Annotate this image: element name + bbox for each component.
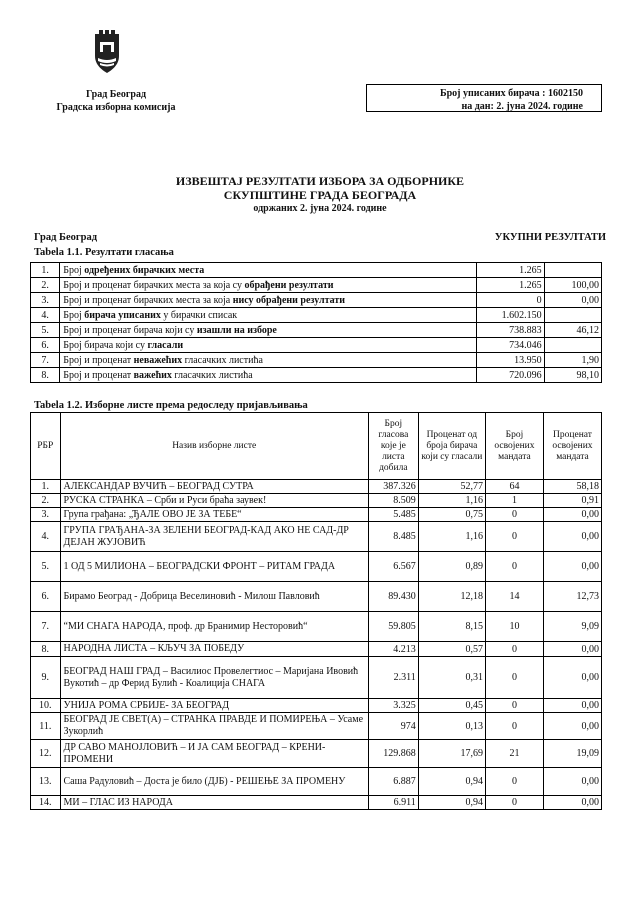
list-number: 13. [31, 768, 61, 796]
list-mandates-percent: 0,91 [543, 494, 601, 508]
list-vote-percent: 17,69 [418, 740, 485, 768]
list-vote-percent: 0,57 [418, 642, 485, 657]
table-row [31, 480, 602, 494]
list-votes: 974 [368, 713, 418, 740]
table-row [31, 582, 602, 612]
row-description [60, 338, 477, 353]
table-row [31, 768, 602, 796]
row-number: 5. [31, 323, 60, 338]
description-text: Број [63, 309, 85, 321]
header-rbr: РБР [31, 413, 61, 480]
table-row [31, 338, 602, 353]
list-vote-percent: 0,94 [418, 796, 485, 810]
list-votes: 59.805 [368, 612, 418, 642]
list-name: 1 ОД 5 МИЛИОНА – БЕОГРАДСКИ ФРОНТ – РИТАМ ГРАДА [60, 552, 368, 582]
list-number: 11. [31, 713, 61, 740]
list-mandates-percent: 58,18 [543, 480, 601, 494]
row-count: 1.265 [477, 278, 544, 293]
report-title [0, 174, 640, 216]
list-number: 12. [31, 740, 61, 768]
row-description [60, 323, 477, 338]
description-text: Број и проценат [63, 369, 134, 381]
list-mandates-percent: 0,00 [543, 552, 601, 582]
row-description [60, 353, 477, 368]
table-row [31, 699, 602, 713]
description-text-end: гласачких листића [182, 354, 263, 366]
list-name: УНИЈА РОМА СРБИЈЕ- ЗА БЕОГРАД [60, 699, 368, 713]
list-mandates-percent: 0,00 [543, 713, 601, 740]
list-mandates: 0 [485, 768, 543, 796]
description-bold-text: бирача уписаних [84, 309, 161, 321]
list-vote-percent: 0,31 [418, 657, 485, 699]
table-row [31, 740, 602, 768]
list-number: 5. [31, 552, 61, 582]
row-percent: 0,00 [544, 293, 601, 308]
list-number: 1. [31, 480, 61, 494]
list-name: АЛЕКСАНДАР ВУЧИЋ – БЕОГРАД СУТРА [60, 480, 368, 494]
list-mandates: 10 [485, 612, 543, 642]
list-mandates: 0 [485, 642, 543, 657]
voting-results-table [30, 262, 602, 383]
list-name: НАРОДНА ЛИСТА – КЉУЧ ЗА ПОБЕДУ [60, 642, 368, 657]
list-vote-percent: 0,75 [418, 508, 485, 522]
row-number: 1. [31, 263, 60, 278]
list-votes: 8.509 [368, 494, 418, 508]
row-count: 1.265 [477, 263, 544, 278]
list-votes: 4.213 [368, 642, 418, 657]
list-votes: 3.325 [368, 699, 418, 713]
title-line-2: СКУПШТИНЕ ГРАДА БЕОГРАДА [223, 188, 417, 202]
list-votes: 2.311 [368, 657, 418, 699]
description-bold-text: одређених бирачких места [84, 264, 205, 276]
list-name: Бирамо Београд - Добрица Веселиновић - Милош Павловић [60, 582, 368, 612]
place-label: Град Београд [34, 232, 98, 243]
list-name: ДР САВО МАНОЈЛОВИЋ – И ЈА САМ БЕОГРАД – КРЕНИ-ПРОМЕНИ [60, 740, 368, 768]
row-number: 6. [31, 338, 60, 353]
list-number: 7. [31, 612, 61, 642]
row-description [60, 368, 477, 383]
coat-of-arms-icon [90, 30, 124, 74]
table-row [31, 353, 602, 368]
description-text: Број бирача који су [63, 339, 148, 351]
row-number: 3. [31, 293, 60, 308]
list-mandates-percent: 12,73 [543, 582, 601, 612]
list-mandates: 14 [485, 582, 543, 612]
list-name: БЕОГРАД ЈЕ СВЕТ(А) – СТРАНКА ПРАВДЕ И ПОМИРЕЊА – Усаме Зукорлић [60, 713, 368, 740]
list-number: 4. [31, 522, 61, 552]
row-count: 1.602.150 [477, 308, 544, 323]
row-number: 7. [31, 353, 60, 368]
list-vote-percent: 0,94 [418, 768, 485, 796]
table-row [31, 263, 602, 278]
description-text: Број и проценат бирачких места за која су [63, 279, 245, 291]
description-text: Број и проценат [63, 354, 134, 366]
row-count: 0 [477, 293, 544, 308]
table-row [31, 642, 602, 657]
title-held-date: одржаних 2. јуна 2024. године [253, 203, 387, 214]
list-number: 6. [31, 582, 61, 612]
description-text-end: гласачких листића [171, 369, 253, 381]
list-name: Саша Радуловић – Доста је било (ДЈБ) - РЕШЕЊЕ ЗА ПРОМЕНУ [60, 768, 368, 796]
row-number: 4. [31, 308, 60, 323]
table-row [31, 522, 602, 552]
list-number: 8. [31, 642, 61, 657]
list-votes: 89.430 [368, 582, 418, 612]
table-row [31, 713, 602, 740]
voter-info-box [366, 84, 602, 112]
list-vote-percent: 1,16 [418, 494, 485, 508]
electoral-lists-table [30, 412, 602, 810]
list-mandates: 0 [485, 522, 543, 552]
list-mandates: 0 [485, 796, 543, 810]
list-votes: 129.868 [368, 740, 418, 768]
list-votes: 8.485 [368, 522, 418, 552]
list-name: Група грађана: „ЂАЛЕ ОВО ЈЕ ЗА ТЕБЕ“ [60, 508, 368, 522]
list-mandates: 0 [485, 552, 543, 582]
row-number: 8. [31, 368, 60, 383]
description-bold-text: неважећих [133, 354, 183, 366]
table-row [31, 508, 602, 522]
table-row [31, 368, 602, 383]
description-bold-text: нису обрађени резултати [232, 294, 346, 306]
description-bold-text: важећих [133, 369, 172, 381]
list-votes: 6.911 [368, 796, 418, 810]
row-percent: 46,12 [544, 323, 601, 338]
list-name: МИ – ГЛАС ИЗ НАРОДА [60, 796, 368, 810]
table-row [31, 796, 602, 810]
list-mandates: 0 [485, 699, 543, 713]
list-name: ГРУПА ГРАЂАНА-ЗА ЗЕЛЕНИ БЕОГРАД-КАД АКО НЕ САД-ДР ДЕЈАН ЖУЈОВИЋ [60, 522, 368, 552]
list-votes: 6.567 [368, 552, 418, 582]
header-votes: Број гласова које је листа добила [368, 413, 418, 480]
description-text: Број и проценат бирача који су [63, 324, 197, 336]
list-name: “МИ СНАГА НАРОДА, проф. др Бранимир Несторовић“ [60, 612, 368, 642]
list-mandates-percent: 0,00 [543, 642, 601, 657]
list-mandates-percent: 0,00 [543, 508, 601, 522]
issuer-city: Град Београд [85, 89, 147, 100]
row-percent: 98,10 [544, 368, 601, 383]
list-mandates: 1 [485, 494, 543, 508]
list-vote-percent: 1,16 [418, 522, 485, 552]
row-count: 738.883 [477, 323, 544, 338]
registered-voters: Број уписаних бирача : 1602150 [439, 88, 583, 99]
table-row [31, 323, 602, 338]
list-name: РУСКА СТРАНКА – Срби и Руси браћа заувек! [60, 494, 368, 508]
row-percent: 100,00 [544, 278, 601, 293]
list-vote-percent: 8,15 [418, 612, 485, 642]
header-vote-pct: Проценат од броја бирача који су гласали [418, 413, 485, 480]
description-text: Број и проценат бирачких места за која [63, 294, 233, 306]
as-of-date: на дан: 2. јуна 2024. године [461, 101, 583, 112]
table-row [31, 657, 602, 699]
list-number: 9. [31, 657, 61, 699]
row-description [60, 308, 477, 323]
table-row [31, 293, 602, 308]
header-list-name: Назив изборне листе [60, 413, 368, 480]
list-mandates: 21 [485, 740, 543, 768]
table2-header-row [31, 413, 602, 480]
list-votes: 5.485 [368, 508, 418, 522]
total-results-label: УКУПНИ РЕЗУЛТАТИ [494, 232, 606, 243]
header-mandates: Број освојених мандата [485, 413, 543, 480]
list-mandates: 0 [485, 508, 543, 522]
row-percent [544, 263, 601, 278]
header-mandates-pct: Проценат освојених мандата [543, 413, 601, 480]
list-votes: 6.887 [368, 768, 418, 796]
description-text-end: у бирачки списак [160, 309, 238, 321]
list-vote-percent: 12,18 [418, 582, 485, 612]
list-mandates-percent: 19,09 [543, 740, 601, 768]
list-mandates-percent: 0,00 [543, 699, 601, 713]
title-line-1: ИЗВЕШТАЈ РЕЗУЛТАТИ ИЗБОРА ЗА ОДБОРНИКЕ [175, 174, 465, 188]
table-row [31, 494, 602, 508]
list-mandates-percent: 0,00 [543, 768, 601, 796]
table2-title: Tabela 1.2. Изборне листе према редоследу пријављивања [34, 400, 308, 411]
list-votes: 387.326 [368, 480, 418, 494]
list-name: БЕОГРАД НАШ ГРАД – Василиос Провелегтиос – Маријана Ивовић Вукотић – др Ферид Булић - Коалиција СНАГА [60, 657, 368, 699]
list-number: 10. [31, 699, 61, 713]
issuer-commission: Градска изборна комисија [56, 102, 176, 113]
description-bold-text: изашли на изборе [196, 324, 277, 336]
description-bold-text: обрађени резултати [244, 279, 334, 291]
row-description [60, 278, 477, 293]
table-row [31, 308, 602, 323]
issuer-block [56, 88, 176, 114]
row-description [60, 263, 477, 278]
list-vote-percent: 0,45 [418, 699, 485, 713]
list-mandates: 64 [485, 480, 543, 494]
list-mandates-percent: 0,00 [543, 796, 601, 810]
list-number: 2. [31, 494, 61, 508]
row-percent [544, 308, 601, 323]
list-mandates: 0 [485, 713, 543, 740]
list-mandates: 0 [485, 657, 543, 699]
list-vote-percent: 0,89 [418, 552, 485, 582]
list-mandates-percent: 0,00 [543, 657, 601, 699]
row-percent [544, 338, 601, 353]
row-count: 734.046 [477, 338, 544, 353]
row-count: 720.096 [477, 368, 544, 383]
row-count: 13.950 [477, 353, 544, 368]
list-mandates-percent: 0,00 [543, 522, 601, 552]
list-vote-percent: 0,13 [418, 713, 485, 740]
row-number: 2. [31, 278, 60, 293]
row-percent: 1,90 [544, 353, 601, 368]
list-vote-percent: 52,77 [418, 480, 485, 494]
table-row [31, 552, 602, 582]
table-row [31, 278, 602, 293]
description-text: Број [63, 264, 85, 276]
table1-title: Tabela 1.1. Резултати гласања [34, 247, 174, 258]
list-mandates-percent: 9,09 [543, 612, 601, 642]
row-description [60, 293, 477, 308]
list-number: 14. [31, 796, 61, 810]
list-number: 3. [31, 508, 61, 522]
table-row [31, 612, 602, 642]
description-bold-text: гласали [147, 339, 184, 351]
